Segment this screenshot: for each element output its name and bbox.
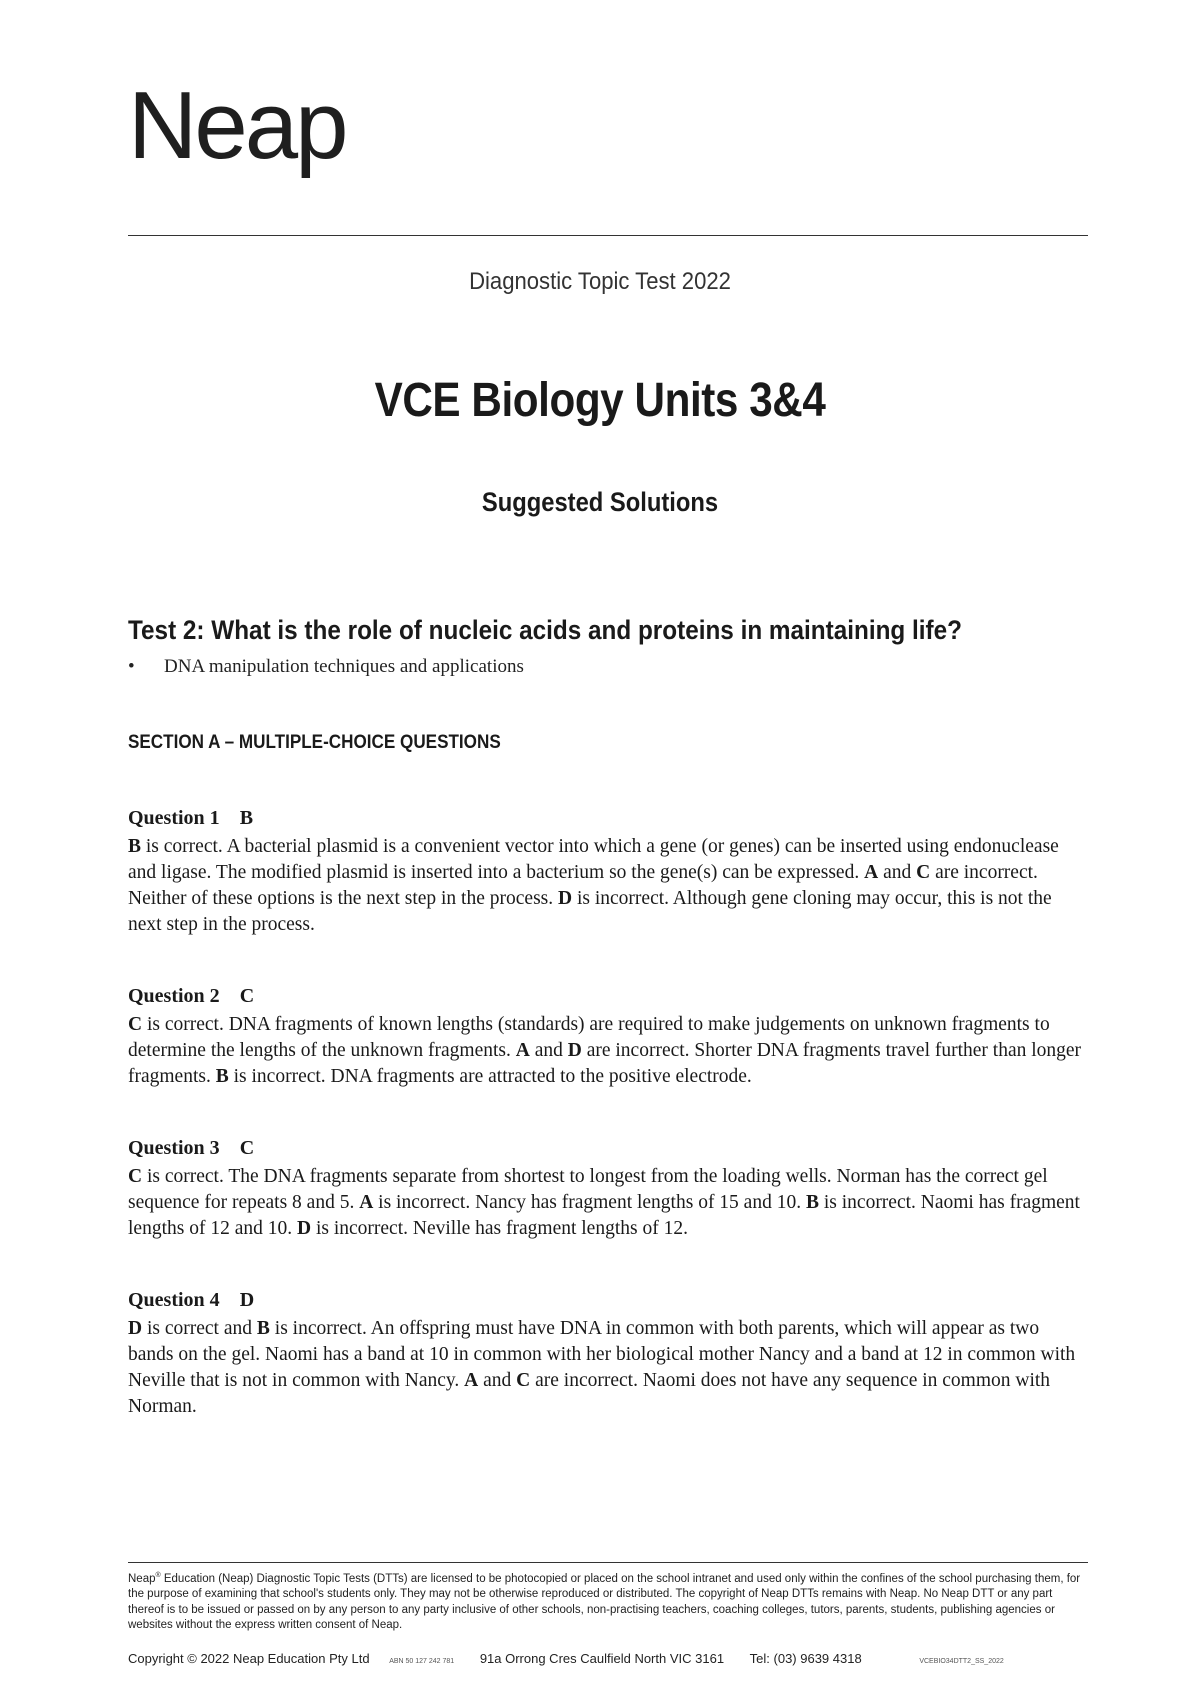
question-answer: D xyxy=(239,1289,255,1311)
option-letter: B xyxy=(128,836,142,857)
option-letter: C xyxy=(128,1166,143,1187)
question-block xyxy=(128,1289,1088,1420)
option-letter: B xyxy=(805,1192,819,1213)
address: 91a Orrong Cres Caulfield North VIC 3161 xyxy=(479,1651,725,1666)
topic-text: DNA manipulation techniques and applications xyxy=(164,656,524,677)
copyright: Copyright © 2022 Neap Education Pty Ltd xyxy=(128,1651,370,1666)
legal-notice xyxy=(128,1568,1088,1634)
question-label: Question 4 xyxy=(128,1289,220,1311)
option-letter: C xyxy=(128,1014,143,1035)
test-heading: Test 2: What is the role of nucleic acids and proteins in maintaining life? xyxy=(128,615,962,645)
option-letter: A xyxy=(864,862,879,883)
phone-number: Tel: (03) 9639 4318 xyxy=(749,1651,862,1666)
question-explanation: B is correct. A bacterial plasmid is a convenient vector into which a gene (or genes) can be inserted using endonuclease and ligase. The modified plasmid is inserted into a bacterium so the gene(s) can be expressed. A and C are incorrect. Neither of these options is the next step in the process. D is incorrect. Although gene cloning may occur, this is not the next step in the process. xyxy=(128,836,1059,935)
registered-mark: ® xyxy=(155,1572,161,1579)
solutions-label: Suggested Solutions xyxy=(481,487,719,517)
bullet-icon: • xyxy=(128,656,135,677)
option-letter: D xyxy=(558,888,573,909)
question-header xyxy=(128,1137,1088,1160)
question-block xyxy=(128,807,1088,938)
option-letter: C xyxy=(916,862,931,883)
neap-logo: Neap xyxy=(128,72,346,179)
page-title: VCE Biology Units 3&4 xyxy=(374,374,826,427)
option-letter: B xyxy=(256,1318,270,1339)
document-code: VCEBIO34DTT2_SS_2022 xyxy=(919,1658,1004,1665)
question-block xyxy=(128,1137,1088,1242)
question-header xyxy=(128,985,1088,1008)
footer-info xyxy=(128,1651,1088,1666)
option-letter: D xyxy=(128,1318,143,1339)
option-letter: A xyxy=(464,1370,479,1391)
legal-text: Education (Neap) Diagnostic Topic Tests (DTTs) are licensed to be photocopied or placed on the school intranet and used only within the confines of the school purchasing them, for the purpose of examining that school's students only. They may not be otherwise reproduced or distributed. The copyright of Neap DTTs remains with Neap. No Neap DTT or any part thereof is to be issued or passed on by any person to any party inclusive of other schools, non-practising teachers, coaching colleges, tutors, parents, students, publishing agencies or websites without the express written consent of Neap. xyxy=(128,1572,1081,1632)
question-label: Question 2 xyxy=(128,985,220,1007)
question-answer: C xyxy=(239,1137,255,1159)
question-header xyxy=(128,1289,1088,1312)
question-explanation: C is correct. DNA fragments of known lengths (standards) are required to make judgements on unknown fragments to determine the lengths of the unknown fragments. A and D are incorrect. Shorter DNA fragments travel further than longer fragments. B is incorrect. DNA fragments are attracted to the positive electrode. xyxy=(128,1014,1082,1087)
option-letter: A xyxy=(515,1040,530,1061)
question-label: Question 1 xyxy=(128,807,220,829)
header-divider xyxy=(128,235,1088,236)
option-letter: C xyxy=(516,1370,531,1391)
footer-divider xyxy=(128,1562,1088,1563)
question-label: Question 3 xyxy=(128,1137,220,1159)
question-answer: B xyxy=(239,807,254,829)
section-heading: SECTION A – MULTIPLE-CHOICE QUESTIONS xyxy=(128,732,501,753)
question-block xyxy=(128,985,1088,1090)
test-subtitle: Diagnostic Topic Test 2022 xyxy=(469,268,731,295)
legal-brand: Neap xyxy=(128,1572,156,1585)
question-answer: C xyxy=(239,985,255,1007)
option-letter: D xyxy=(567,1040,582,1061)
option-letter: B xyxy=(215,1066,229,1087)
question-explanation: C is correct. The DNA fragments separate from shortest to longest from the loading wells. Norman has the correct gel sequence for repeats 8 and 5. A is incorrect. Nancy has fragment lengths of 15 and 10. B is incorrect. Naomi has fragment lengths of 12 and 10. D is incorrect. Neville has fragment lengths of 12. xyxy=(128,1166,1080,1239)
option-letter: A xyxy=(359,1192,374,1213)
option-letter: D xyxy=(296,1218,312,1239)
topic-bullet xyxy=(128,656,524,678)
question-header xyxy=(128,807,1088,830)
abn-number: ABN 50 127 242 781 xyxy=(389,1658,455,1665)
question-explanation: D is correct and B is incorrect. An offspring must have DNA in common with both parents, which will appear as two bands on the gel. Naomi has a band at 10 in common with her biological mother Nancy and a band at 12 in common with Neville that is not in common with Nancy. A and C are incorrect. Naomi does not have any sequence in common with Norman. xyxy=(128,1318,1076,1417)
